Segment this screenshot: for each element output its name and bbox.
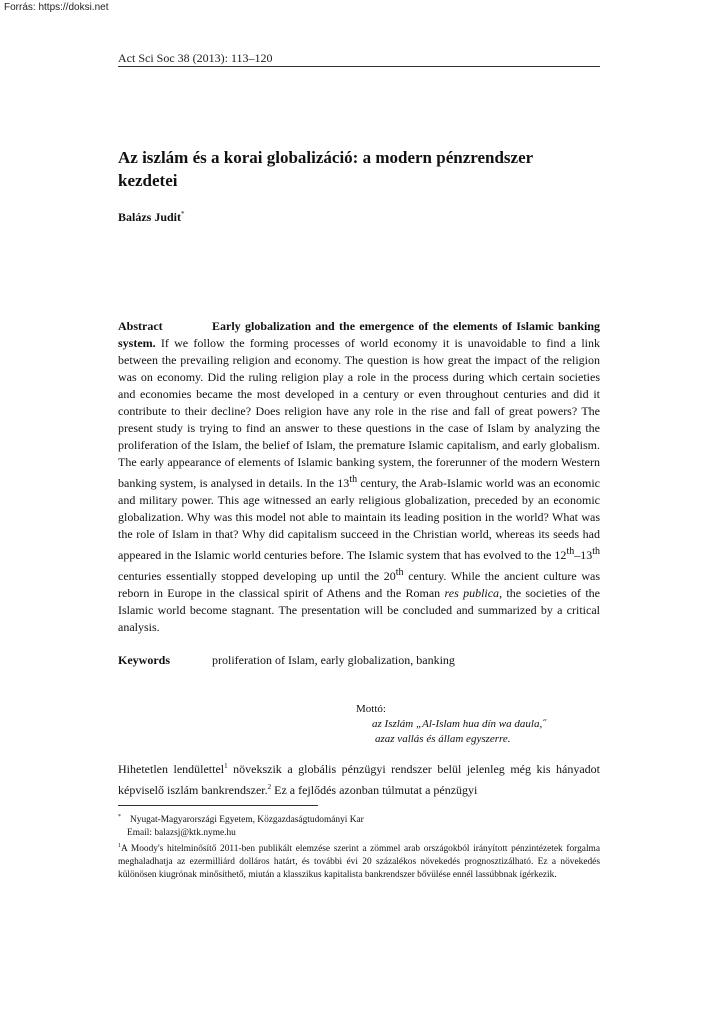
footnote-author-mark: * [118, 814, 121, 820]
abstract-sup-1: th [349, 474, 358, 485]
abstract-sup-3: th [592, 546, 600, 557]
abstract [118, 318, 600, 636]
body-text-2: növekszik a globális pénzügyi rendszer belül jelenleg még kis hányadot képviselő iszlám bankrendszer. [118, 762, 600, 797]
footnote-email[interactable]: Email: balazsj@ktk.nyme.hu [127, 828, 236, 839]
abstract-label: Abstract [118, 319, 163, 333]
abstract-text-6: , the societies of the Islamic world become stagnant. The presentation will be concluded and summarized by a critical analysis. [118, 586, 601, 634]
footnote-1-mark: 1 [118, 843, 121, 850]
motto [356, 702, 546, 747]
abstract-sup-4: th [395, 567, 404, 578]
keywords-text: proliferation of Islam, early globalization, banking [212, 653, 455, 667]
author-footnote-mark: * [181, 210, 185, 218]
footnote-ref-2[interactable]: 2 [267, 783, 272, 791]
keywords-label: Keywords [118, 653, 170, 667]
abstract-italic: res publica [444, 586, 500, 600]
motto-line-1: az Iszlám „Al-Islam hua dín wa daula,˝ [372, 718, 546, 730]
abstract-text-3: –13 [574, 548, 593, 562]
body-text-1: Hihetetlen lendülettel [118, 762, 225, 776]
abstract-heading: Early globalization and the emergence of the elements of Islamic banking system. [118, 319, 600, 350]
footnote-1 [118, 840, 600, 882]
abstract-text-1: If we follow the forming processes of world economy it is unavoidable to find a link between the prevailing religion and economy. The question is how great the impact of the religion was on economy. Did the ruling religion play a role in the process during which certain societies and economies became the most developed in a century or even throughout centuries and did it contribute to their decline? Does religion have any role in the rise and fall of great powers? The present study is trying to find an answer to these questions in the case of Islam by analyzing the proliferation of the Islam, the belief of Islam, the premature Islamic capitalism, and early globalism. The early appearance of elements of Islamic banking system, the forerunner of the modern Western banking system, is analysed in details. In the 13 [118, 336, 600, 490]
footnotes [118, 811, 600, 882]
header-rule [118, 66, 600, 67]
author-name: Balázs Judit [118, 210, 182, 224]
abstract-text-2: century, the Arab-Islamic world was an economic and military power. This age witnessed an early religious globalization, preceded by an economic globalization. Why was this model not able to maintain its leading position in the world? What was the role of Islam in that? Why did capitalism succeed in the Christian world, whereas its seeds had appeared in the Islamic world centuries before. The Islamic system that has evolved to the 12 [118, 476, 600, 562]
keywords [118, 653, 455, 668]
footnote-affiliation: Nyugat-Magyarországi Egyetem, Közgazdaságtudományi Kar [130, 815, 364, 826]
abstract-sup-2: th [566, 546, 575, 557]
source-label: Forrás: https://doksi.net [4, 2, 109, 13]
footnote-author [118, 811, 600, 840]
journal-reference: Act Sci Soc 38 (2013): 113–120 [118, 51, 273, 65]
body-paragraph [118, 757, 600, 799]
body-text-3: Ez a fejlődés azonban túlmutat a pénzügyi [271, 783, 478, 797]
author [118, 210, 185, 225]
motto-line-2: azaz vallás és állam egyszerre. [375, 733, 511, 745]
motto-label: Mottó: [356, 703, 386, 715]
article-title: Az iszlám és a korai globalizáció: a modern pénzrendszer kezdetei [118, 148, 533, 190]
abstract-text-5: century. While the ancient culture was reborn in Europe in the classical spirit of Athens and the Roman [118, 569, 601, 600]
footnote-rule [118, 805, 318, 806]
abstract-text-4: centuries essentially stopped developing up until the 20 [118, 569, 396, 583]
footnote-1-text: A Moody's hitelminősítő 2011-ben publikált elemzése szerint a zömmel arab országokból irányított pénzintézetek forgalma meghaladhatja az ezermilliárd dolláros határt, és további évi 20 százalékos növekedés prognosztizálható. Ez a növekedés különösen kiugrónak minősíthető, miután a klasszikus kapitalista bankrendszer bővülése ennél lassúbbnak ígérkezik. [118, 844, 600, 881]
footnote-ref-1[interactable]: 1 [224, 762, 228, 770]
